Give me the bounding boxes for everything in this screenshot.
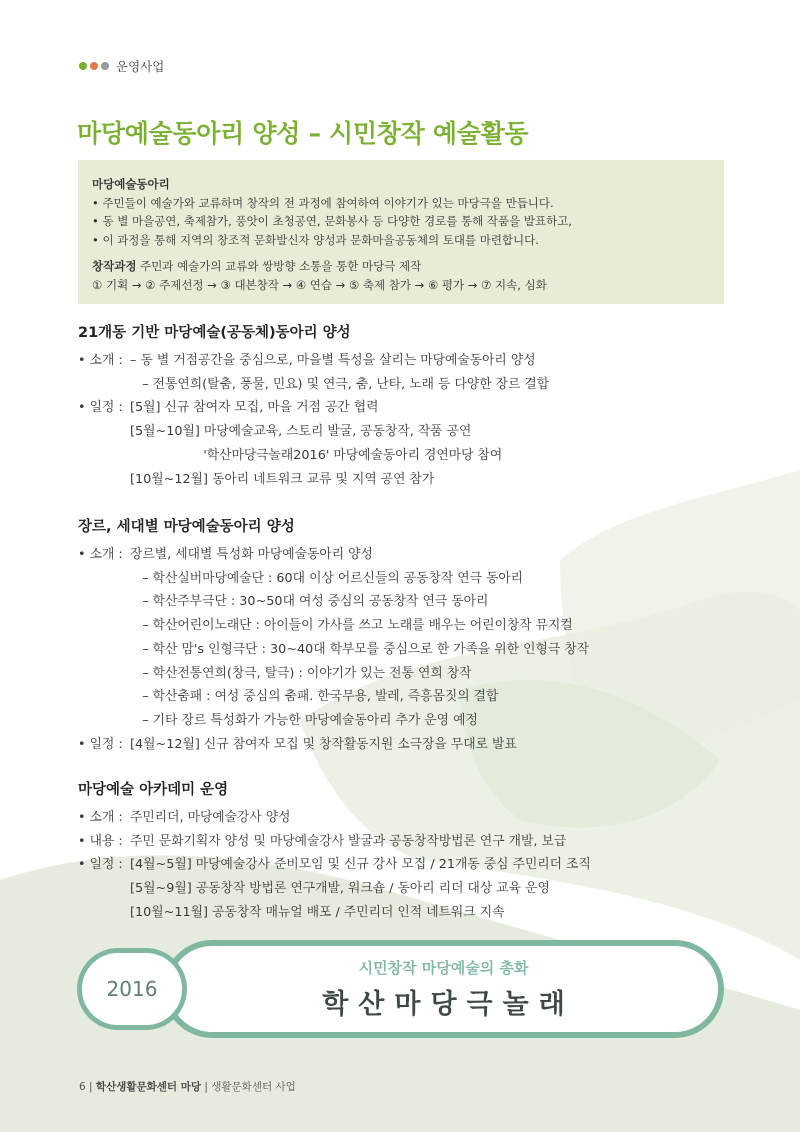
row-text: 장르별, 세대별 특성화 마당예술동아리 양성 (130, 547, 373, 562)
row-text: – 학산주부극단 : 30~50대 여성 중심의 공동창작 연극 동아리 (130, 594, 489, 610)
section-academy (78, 778, 738, 925)
dot-icon-orange (90, 62, 98, 70)
section-row (78, 543, 738, 567)
row-label (78, 709, 130, 733)
page-footer (79, 1079, 296, 1094)
row-text: 주민 문화기획자 양성 및 마당예술강사 발굴과 공동창작방법론 연구 개발, 보급 (130, 833, 567, 849)
process-steps: ① 기획 → ② 주제선정 → ③ 대본창작 → ④ 연습 → ⑤ 축제 참가 → ⑥ 평가 → ⑦ 지속, 심화 (92, 277, 547, 292)
section-title: 마당예술 아카데미 운영 (78, 782, 229, 798)
row-label (78, 420, 130, 444)
row-text: [10월~12월] 동아리 네트워크 교류 및 지역 공연 참가 (130, 471, 435, 487)
section-row (78, 614, 738, 638)
summary-bullet: • 동 별 마을공연, 축제참가, 풍앗이 초청공연, 문화봉사 등 다양한 경로를 통해 작품을 발표하고, (92, 214, 572, 228)
row-label (78, 662, 130, 686)
row-text: [10월~11월] 공동창작 매뉴얼 배포 / 주민리더 인적 네트워크 지속 (130, 904, 505, 920)
section-row (78, 806, 738, 830)
row-text: [5월~9월] 공동창작 방법론 연구개발, 워크숍 / 동아리 리더 대상 교육 운영 (130, 881, 550, 897)
row-text: [5월~10월] 마당예술교육, 스토리 발굴, 공동창작, 작품 공연 (130, 424, 472, 440)
row-label: • 일정 : (78, 857, 123, 873)
section-label: 운영사업 (116, 59, 165, 74)
page-header (79, 57, 164, 75)
row-label (78, 877, 130, 901)
process-label: 창작과정 (92, 259, 137, 273)
row-text: – 학산춤패 : 여성 중심의 춤패. 한국무용, 발레, 즉흥몸짓의 결합 (130, 689, 499, 705)
row-text: – 학산 맘's 인형극단 : 30~40대 학부모를 중심으로 한 가족을 위한 인형극 창작 (130, 641, 589, 657)
row-label: • 내용 : (78, 833, 123, 849)
row-text: – 학산실버마당예술단 : 60대 이상 어르신들의 공동창작 연극 동아리 (130, 570, 524, 586)
section-row (78, 638, 738, 662)
row-label (78, 373, 130, 397)
row-label: • 소개 : (78, 353, 123, 368)
section-row (78, 468, 738, 492)
row-label (78, 590, 130, 614)
section-title: 장르, 세대별 마당예술동아리 양성 (78, 519, 295, 535)
page-number: 6 (79, 1081, 86, 1093)
section-row (78, 396, 738, 420)
row-label (78, 468, 130, 492)
section-dong-clubs (78, 321, 738, 491)
summary-bullet: • 주민들이 예술가와 교류하며 창작의 전 과정에 참여하여 이야기가 있는 마당극을 만듭니다. (92, 195, 554, 210)
section-row (78, 662, 738, 686)
section-row (78, 420, 738, 444)
process-description: 주민과 예술가의 교류와 쌍방향 소통을 통한 마당극 제작 (136, 259, 422, 273)
page-title: 마당예술동아리 양성 – 시민창작 예술활동 (77, 119, 529, 148)
section-row (78, 685, 738, 709)
section-row (78, 349, 738, 373)
row-text: – 학산전통연희(창극, 탈극) : 이야기가 있는 전통 연희 창작 (130, 665, 472, 681)
row-text: – 기타 장르 특성화가 가능한 마당예술동아리 추가 운영 예정 (130, 712, 478, 728)
summary-heading: 마당예술동아리 (92, 177, 170, 191)
section-row (78, 853, 738, 877)
section-row (78, 733, 738, 757)
section-row (78, 830, 738, 854)
section-row (78, 444, 738, 468)
row-label (78, 901, 130, 925)
footer-divider: | (204, 1081, 212, 1093)
row-text: – 동 별 거점공간을 중심으로, 마을별 특성을 살리는 마당예술동아리 양성 (130, 353, 536, 368)
section-row (78, 590, 738, 614)
section-genre-clubs (78, 515, 738, 756)
row-label: • 일정 : (78, 400, 123, 416)
festival-banner (163, 940, 724, 1038)
header-dots (79, 62, 109, 70)
row-text: [4월~5월] 마당예술강사 준비모임 및 신규 강사 모집 / 21개동 중심 주민리더 조직 (130, 857, 591, 873)
section-row (78, 877, 738, 901)
row-text: [5월] 신규 참여자 모집, 마을 거점 공간 협력 (130, 400, 379, 416)
banner-title: 학산마당극놀래 (322, 989, 575, 1020)
dot-icon-green (79, 62, 87, 70)
section-row (78, 567, 738, 591)
row-label (78, 685, 130, 709)
section-row (78, 373, 738, 397)
row-label: • 소개 : (78, 547, 123, 562)
row-text: 주민리더, 마당예술강사 양성 (130, 810, 291, 825)
section-title: 21개동 기반 마당예술(공동체)동아리 양성 (78, 325, 351, 341)
banner-subtitle: 시민창작 마당예술의 총화 (358, 959, 529, 977)
row-text: – 학산어린이노래단 : 아이들이 가사를 쓰고 노래를 배우는 어린이창작 뮤지컬 (130, 618, 573, 634)
footer-org: 학산생활문화센터 마당 (95, 1081, 202, 1093)
row-label: • 소개 : (78, 810, 123, 825)
section-row (78, 901, 738, 925)
row-label (78, 638, 130, 662)
row-label (78, 567, 130, 591)
section-row (78, 709, 738, 733)
banner-year-badge: 2016 (77, 948, 187, 1030)
dot-icon-gray (101, 62, 109, 70)
row-label: • 일정 : (78, 736, 123, 752)
row-text: [4월~12월] 신규 참여자 모집 및 창작활동지원 소극장을 무대로 발표 (130, 736, 517, 752)
row-label (78, 444, 130, 468)
row-label (78, 614, 130, 638)
summary-box (78, 160, 724, 304)
footer-divider: | (89, 1081, 96, 1093)
row-text: '학산마당극놀래2016' 마당예술동아리 경연마당 참여 (130, 447, 503, 463)
row-text: – 전통연희(탈춤, 풍물, 민요) 및 연극, 춤, 난타, 노래 등 다양한 장르 결합 (130, 376, 550, 392)
footer-section: 생활문화센터 사업 (211, 1081, 296, 1093)
process-line (92, 257, 710, 276)
summary-bullet: • 이 과정을 통해 지역의 창조적 문화발신자 양성과 문화마을공동체의 토대를 마련합니다. (92, 232, 539, 247)
